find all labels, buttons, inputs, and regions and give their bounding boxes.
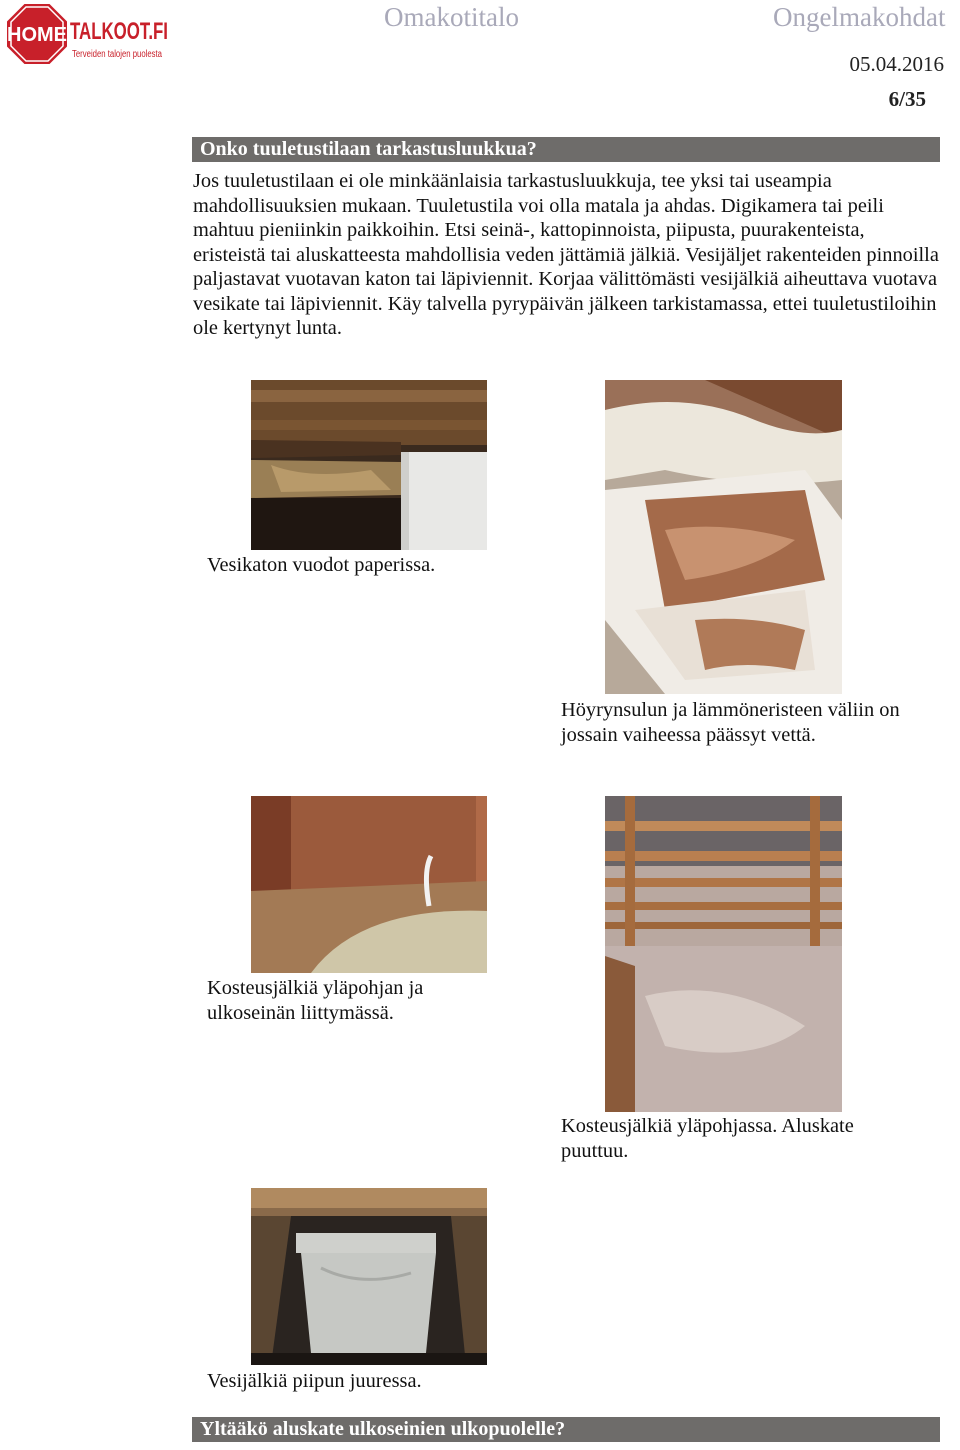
header-title-right: Ongelmakohdat [773, 2, 946, 32]
header-title-left: Omakotitalo [384, 2, 519, 32]
photo-vesikaton-vuodot [251, 380, 487, 550]
photo-caption-2: Höyrynsulun ja lämmöneristeen väliin on jossain vaiheessa päässyt vettä. [561, 699, 900, 746]
logo-word-home: HOME [7, 24, 67, 46]
hometalkoot-logo[interactable] [6, 2, 176, 64]
logo-word-talkoot: TALKOOT.FI [70, 18, 168, 45]
header-date: 05.04.2016 [849, 52, 944, 76]
logo-tagline: Terveiden talojen puolesta [72, 49, 163, 60]
photo-piipun-juuri [251, 1188, 487, 1365]
section-heading-aluskate: Yltääkö aluskate ulkoseinien ulkopuolelle? [192, 1417, 940, 1442]
section-heading-tarkastusluukku: Onko tuuletustilaan tarkastusluukkua? [192, 137, 940, 162]
photo-ylapohja-ulkoseina [251, 796, 487, 973]
photo-caption-1: Vesikaton vuodot paperissa. [207, 554, 436, 576]
section-paragraph: Jos tuuletustilaan ei ole minkäänlaisia tarkastusluukkuja, tee yksi tai useampia mahdollisuuksien mukaan. Tuuletustila voi olla matala ja ahdas. Digikamera tai peili mahtuu pieniinkin paikkoihin. Etsi seinä-, kattopinnoista, piipusta, puurakenteista, eristeistä tai aluskatteesta mahdollisia veden jättämiä jälkiä. Vesijäljet rakenteiden pinnoilla paljastavat vuotavan katon tai läpiviennit. Korjaa välittömästi vesijälkiä aiheuttava vuotava vesikate tai läpiviennit. Käy talvella pyrypäivän jälkeen tarkistamassa, ettei tuuletustiloihin ole kertynyt lunta. [193, 170, 939, 339]
photo-caption-5: Vesijälkiä piipun juuressa. [207, 1370, 422, 1392]
photo-caption-4: Kosteusjälkiä yläpohjassa. Aluskate puuttuu. [561, 1115, 854, 1162]
photo-hoyrynsulku-vesi [605, 380, 842, 694]
photo-caption-3: Kosteusjälkiä yläpohjan ja ulkoseinän liittymässä. [207, 977, 424, 1024]
logo-graphic [6, 2, 176, 64]
page-number: 6/35 [888, 87, 926, 111]
photo-ylapohja-aluskate [605, 796, 842, 1112]
